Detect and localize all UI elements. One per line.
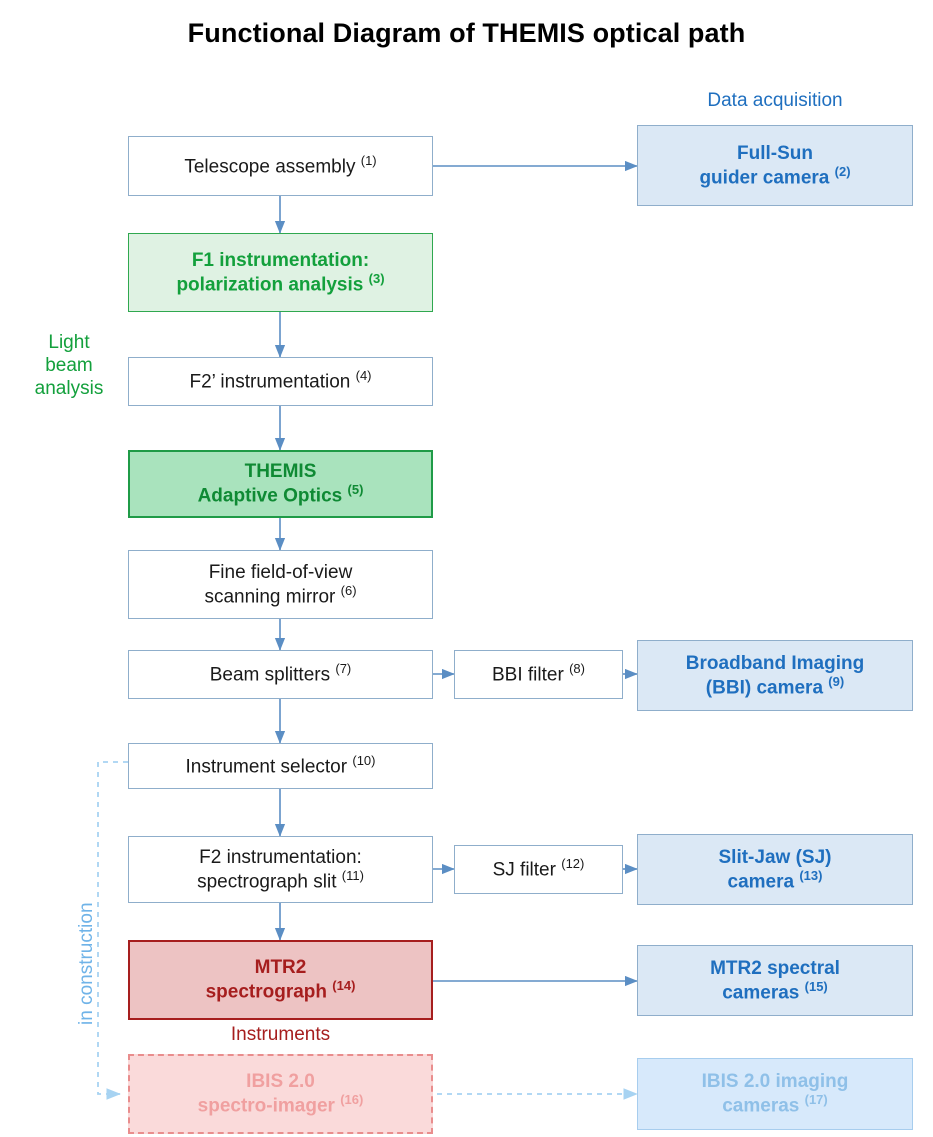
node-fine-fov-scanning-mirror[interactable] (128, 550, 433, 619)
node-full-sun-guider-camera[interactable] (637, 125, 913, 206)
node-11-label-line2: spectrograph slit (197, 871, 337, 893)
caption-light-beam-line2: beam (45, 354, 93, 376)
node-8-label: BBI filter (492, 664, 564, 686)
node-10-ref: (10) (352, 752, 376, 768)
node-12-ref: (12) (561, 856, 585, 872)
node-15-ref: (15) (804, 978, 828, 994)
node-1-label: Telescope assembly (184, 156, 356, 178)
node-instrument-selector[interactable] (128, 743, 433, 789)
node-12-label: SJ filter (492, 859, 556, 881)
node-15-label-line1: MTR2 spectral (710, 957, 840, 979)
node-16-ref: (16) (340, 1092, 364, 1108)
node-8-ref: (8) (569, 661, 585, 677)
node-14-label-line2: spectrograph (205, 981, 327, 1003)
node-6-label-line1: Fine field-of-view (208, 561, 353, 583)
node-bbi-camera[interactable] (637, 640, 913, 711)
node-1-ref: (1) (360, 152, 377, 168)
node-13-label-line2: camera (727, 871, 795, 893)
node-14-label-line1: MTR2 (254, 957, 307, 979)
node-5-label-line2: Adaptive Optics (197, 485, 343, 507)
node-5-ref: (5) (347, 482, 364, 498)
node-ibis-imaging-cameras[interactable] (637, 1058, 913, 1130)
node-telescope-assembly[interactable] (128, 136, 433, 196)
page-title: Functional Diagram of THEMIS optical path (187, 18, 746, 48)
caption-data-acquisition: Data acquisition (707, 90, 843, 111)
node-3-ref: (3) (368, 270, 385, 286)
node-10-label: Instrument selector (185, 756, 348, 778)
node-sj-filter[interactable] (454, 845, 623, 894)
node-16-label-line2: spectro-imager (197, 1095, 335, 1117)
node-5-label-line1: THEMIS (244, 461, 317, 483)
node-3-label-line2: polarization analysis (176, 274, 364, 296)
node-11-label-line1: F2 instrumentation: (199, 846, 362, 868)
node-13-ref: (13) (799, 867, 823, 883)
node-11-ref: (11) (341, 867, 364, 883)
node-beam-splitters[interactable] (128, 650, 433, 699)
node-6-ref: (6) (340, 582, 357, 598)
node-17-label-line2: cameras (722, 1095, 800, 1117)
node-4-label: F2’ instrumentation (189, 371, 351, 393)
node-7-label: Beam splitters (209, 664, 331, 686)
node-9-ref: (9) (828, 673, 845, 689)
node-slit-jaw-camera[interactable] (637, 834, 913, 905)
node-2-label-line1: Full-Sun (737, 142, 813, 164)
node-14-ref: (14) (332, 978, 356, 994)
node-2-ref: (2) (834, 163, 851, 179)
node-mtr2-spectral-cameras[interactable] (637, 945, 913, 1016)
node-17-label-line1: IBIS 2.0 imaging (701, 1071, 849, 1093)
node-mtr2-spectrograph[interactable] (128, 940, 433, 1020)
node-16-label-line1: IBIS 2.0 (246, 1071, 315, 1093)
caption-light-beam-analysis (14, 332, 124, 400)
node-2-label-line2: guider camera (699, 167, 830, 189)
caption-in-construction: in construction (76, 902, 97, 1025)
node-13-label-line1: Slit-Jaw (SJ) (718, 846, 832, 868)
node-f2-prime-instrumentation[interactable] (128, 357, 433, 406)
node-3-label-line1: F1 instrumentation: (191, 249, 370, 271)
node-ibis-spectro-imager[interactable] (128, 1054, 433, 1134)
caption-light-beam-line1: Light (48, 332, 90, 353)
node-f1-instrumentation[interactable] (128, 233, 433, 312)
node-6-label-line2: scanning mirror (204, 586, 336, 608)
caption-instruments: Instruments (230, 1024, 331, 1045)
caption-light-beam-line3: analysis (34, 377, 104, 399)
node-15-label-line2: cameras (722, 982, 800, 1004)
node-9-label-line1: Broadband Imaging (685, 652, 865, 674)
node-4-ref: (4) (355, 368, 372, 384)
node-9-label-line2: (BBI) camera (705, 677, 824, 699)
node-themis-adaptive-optics[interactable] (128, 450, 433, 518)
node-bbi-filter[interactable] (454, 650, 623, 699)
node-7-ref: (7) (335, 661, 352, 677)
node-17-ref: (17) (804, 1092, 828, 1108)
node-f2-instrumentation[interactable] (128, 836, 433, 903)
